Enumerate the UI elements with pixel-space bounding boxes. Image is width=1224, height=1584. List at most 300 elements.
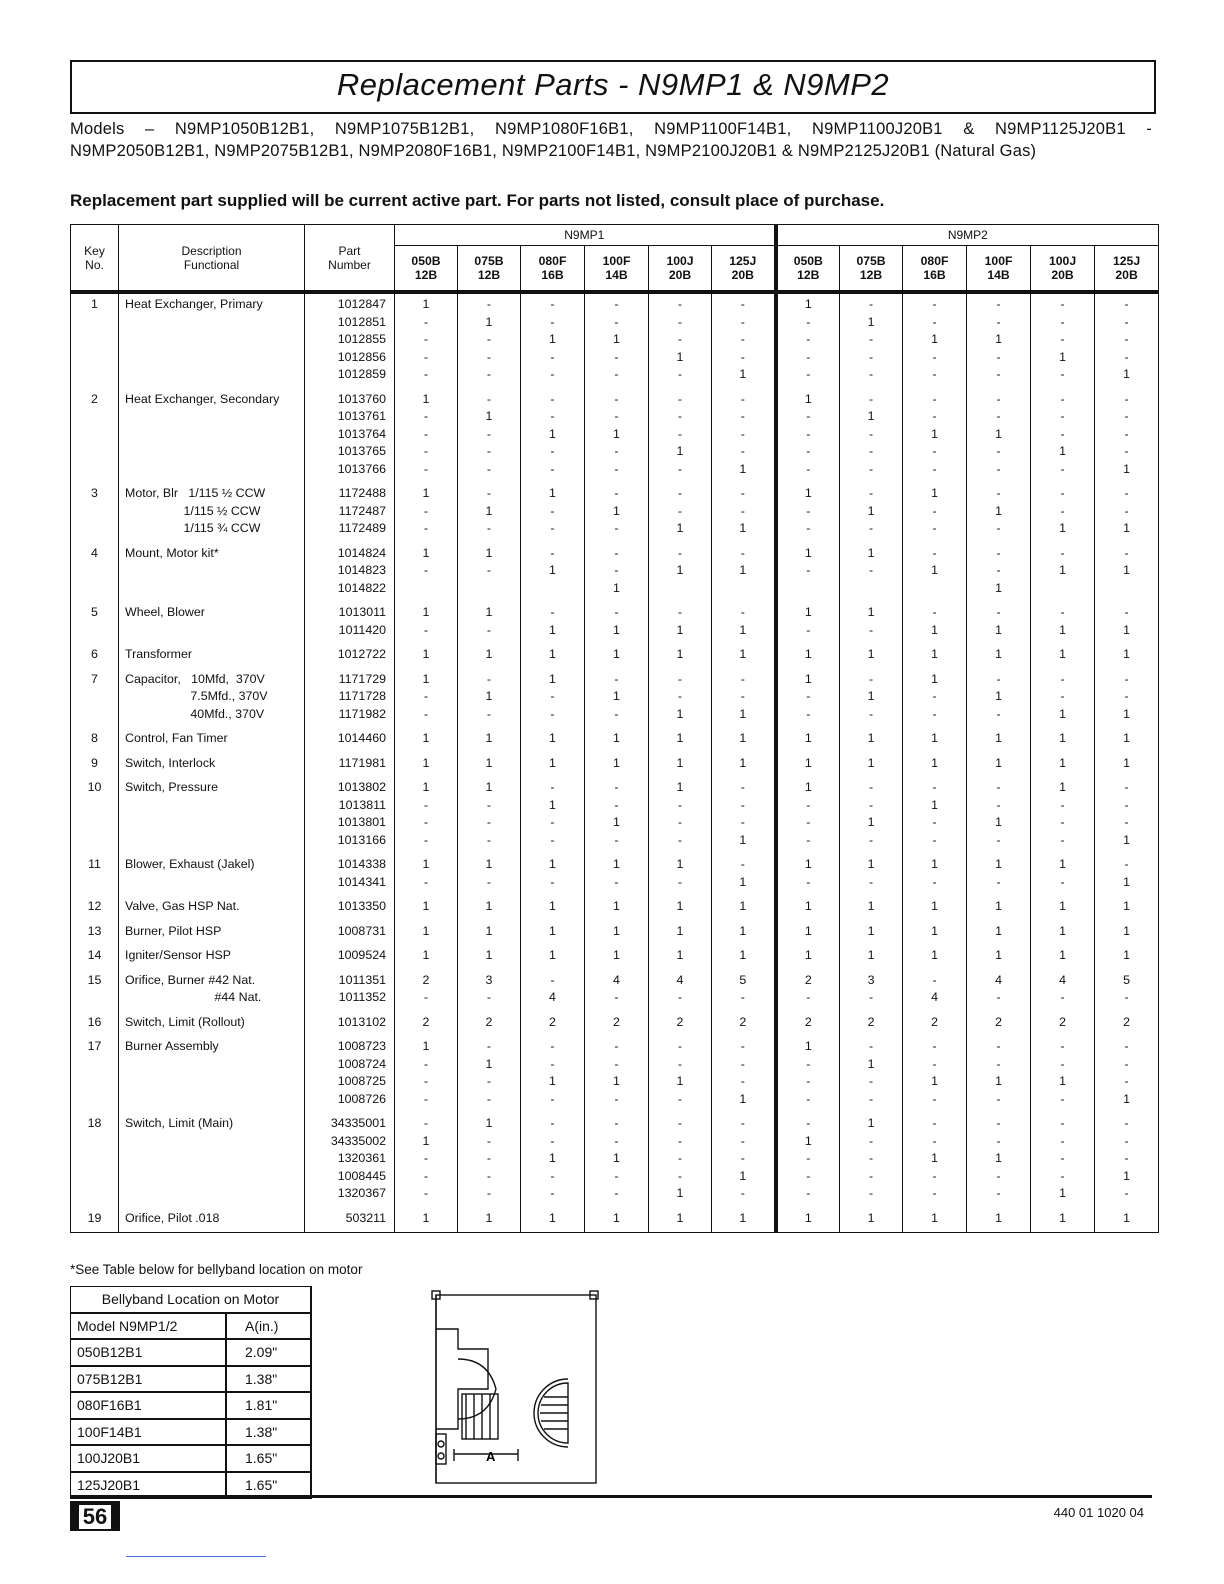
quantity-value: 1	[867, 923, 875, 938]
quantity-value: -	[868, 1151, 874, 1165]
quantity-value: -	[1124, 486, 1129, 500]
quantity-value: -	[996, 706, 1001, 721]
quantity-value: -	[486, 563, 492, 577]
quantity-cell	[649, 292, 712, 389]
quantity-value: -	[740, 990, 745, 1004]
quantity-value: -	[996, 486, 1001, 500]
quantity-cell	[967, 728, 1031, 753]
quantity-cell	[712, 728, 776, 753]
quantity-value: -	[423, 1186, 429, 1200]
quantity-value: -	[868, 461, 874, 476]
quantity-value: -	[486, 391, 492, 406]
quantity-cell	[967, 543, 1031, 603]
quantity-value: 1	[485, 314, 493, 329]
quantity-value: -	[423, 1056, 429, 1071]
quantity-cell	[1095, 1012, 1159, 1037]
part-number-cell	[305, 896, 395, 921]
description-text: Heat Exchanger, Secondary	[125, 391, 280, 406]
quantity-value	[840, 580, 902, 598]
quantity-value: -	[550, 391, 555, 406]
quantity-value: -	[996, 409, 1001, 423]
key-cell	[71, 1012, 119, 1037]
quantity-value: -	[614, 1133, 619, 1148]
quantity-value: 1	[739, 948, 747, 962]
part-number: 1172487	[338, 503, 386, 518]
quantity-value: 1	[739, 899, 747, 913]
table-row	[71, 970, 1159, 1012]
quantity-cell	[395, 945, 458, 970]
quantity-cell	[458, 970, 521, 1012]
quantity-cell	[458, 945, 521, 970]
quantity-value: 1	[485, 731, 493, 745]
quantity-value: -	[677, 1039, 683, 1053]
quantity-value: 1	[931, 899, 938, 913]
quantity-value: 1	[422, 647, 430, 661]
part-number-cell	[305, 854, 395, 896]
table-row	[71, 896, 1159, 921]
quantity-value: 1	[1123, 647, 1131, 661]
quantity-value: -	[1124, 409, 1129, 423]
quantity-value: 1	[549, 426, 556, 441]
quantity-value: -	[486, 332, 492, 346]
quantity-cell	[1031, 728, 1095, 753]
quantity-value: -	[550, 444, 555, 458]
description-text: Transformer	[125, 647, 193, 661]
quantity-value: -	[996, 1186, 1001, 1200]
bellyband-row	[71, 1392, 312, 1419]
quantity-cell	[776, 921, 840, 946]
part-number: 1013764	[337, 426, 386, 441]
part-number: 34335001	[330, 1116, 386, 1130]
quantity-value: 1	[995, 647, 1002, 661]
quantity-value: -	[550, 1186, 555, 1200]
quantity-value: -	[1124, 1056, 1129, 1071]
quantity-cell	[967, 1012, 1031, 1037]
quantity-cell	[1095, 669, 1159, 729]
quantity-cell	[776, 602, 840, 644]
description-text: Mount, Motor kit*	[125, 545, 219, 560]
quantity-cell	[585, 1036, 649, 1113]
quantity-value: 1	[422, 1039, 430, 1053]
quantity-value: -	[740, 314, 745, 329]
quantity-value: -	[550, 409, 555, 423]
quantity-cell	[458, 1208, 521, 1233]
quantity-value: 1	[549, 899, 556, 913]
quantity-cell	[903, 921, 967, 946]
quantity-value: 1	[549, 486, 556, 500]
table-row	[71, 728, 1159, 753]
quantity-value: -	[423, 1091, 429, 1106]
quantity-cell	[395, 543, 458, 603]
quantity-value: -	[677, 671, 683, 686]
part-number: 503211	[345, 1210, 386, 1225]
quantity-value: 4	[676, 972, 684, 987]
quantity-cell	[521, 945, 585, 970]
model-column-header: 125J 20B	[1095, 246, 1159, 293]
quantity-value: 1	[1059, 647, 1066, 661]
key-cell	[71, 1113, 119, 1208]
quantity-value: 1	[676, 948, 684, 962]
quantity-value: -	[806, 1151, 811, 1165]
quantity-value: 1	[1123, 521, 1131, 535]
part-number: 1013811	[338, 797, 386, 812]
key-number: 4	[91, 545, 98, 560]
description-cell	[119, 970, 305, 1012]
quantity-value: -	[996, 874, 1001, 889]
quantity-value: 1	[1123, 948, 1131, 962]
quantity-cell	[521, 389, 585, 484]
quantity-value: -	[932, 815, 937, 829]
quantity-value: -	[423, 797, 429, 812]
quantity-cell	[776, 292, 840, 389]
quantity-cell	[840, 921, 903, 946]
quantity-cell	[712, 1208, 776, 1233]
description-cell	[119, 483, 305, 543]
quantity-value: 1	[485, 647, 493, 661]
quantity-value: -	[740, 671, 745, 686]
quantity-value: -	[932, 444, 937, 458]
quantity-value: -	[740, 605, 745, 619]
quantity-value: 1	[676, 563, 684, 577]
part-number: 1012851	[337, 314, 386, 329]
quantity-value: 1	[1123, 1210, 1131, 1225]
quantity-value: -	[932, 1186, 937, 1200]
part-number: 1013761	[337, 409, 386, 423]
quantity-cell	[712, 543, 776, 603]
quantity-cell	[649, 854, 712, 896]
quantity-value: -	[806, 521, 811, 535]
quantity-value: -	[806, 563, 811, 577]
quantity-value: -	[1060, 1056, 1065, 1071]
quantity-value: 1	[1123, 923, 1131, 938]
quantity-value: -	[677, 367, 683, 381]
bellyband-model: 080F16B1	[71, 1392, 227, 1419]
quantity-cell	[1031, 644, 1095, 669]
description-text: Orifice, Pilot .018	[125, 1210, 220, 1225]
quantity-cell	[585, 292, 649, 389]
quantity-value: 1	[739, 647, 747, 661]
quantity-value: -	[550, 1091, 555, 1106]
quantity-value: -	[614, 545, 619, 560]
quantity-value: -	[423, 444, 429, 458]
part-number-cell	[305, 644, 395, 669]
quantity-cell	[712, 602, 776, 644]
quantity-value: -	[996, 297, 1001, 311]
quantity-value: 1	[867, 605, 875, 619]
quantity-value: 4	[613, 972, 620, 987]
description-cell	[119, 728, 305, 753]
description-cell	[119, 921, 305, 946]
description-cell	[119, 945, 305, 970]
model-column-header: 080F 16B	[903, 246, 967, 293]
quantity-cell	[1031, 1208, 1095, 1233]
quantity-value: 1	[1059, 1186, 1066, 1200]
quantity-cell	[1031, 292, 1095, 389]
quantity-cell	[458, 389, 521, 484]
quantity-cell	[649, 1036, 712, 1113]
quantity-value: -	[423, 503, 429, 518]
part-number-header-text: Part Number	[328, 243, 371, 272]
quantity-value: -	[614, 409, 619, 423]
quantity-value: 1	[804, 755, 812, 770]
quantity-value: -	[868, 521, 874, 535]
quantity-value: -	[486, 367, 492, 381]
quantity-value: -	[677, 1116, 683, 1130]
table-row	[71, 1208, 1159, 1233]
quantity-value: -	[996, 797, 1001, 812]
quantity-value: 1	[804, 671, 812, 686]
quantity-value: 1	[1059, 563, 1066, 577]
quantity-value: 1	[804, 1133, 812, 1148]
quantity-value: -	[868, 797, 874, 812]
quantity-value: -	[806, 367, 811, 381]
quantity-value: 1	[1059, 948, 1066, 962]
quantity-value: -	[614, 797, 619, 812]
quantity-value: -	[677, 332, 683, 346]
key-cell	[71, 292, 119, 389]
quantity-value: -	[996, 990, 1001, 1004]
quantity-value: -	[868, 444, 874, 458]
quantity-cell	[967, 1036, 1031, 1113]
quantity-value: 1	[931, 563, 938, 577]
table-row	[71, 1012, 1159, 1037]
quantity-cell	[521, 921, 585, 946]
table-row	[71, 483, 1159, 543]
quantity-value: 1	[676, 706, 684, 721]
bellyband-model: 125J20B1	[71, 1472, 227, 1499]
quantity-cell	[1031, 896, 1095, 921]
quantity-value: -	[423, 367, 429, 381]
quantity-value: 1	[485, 605, 493, 619]
part-number: 1011420	[338, 622, 386, 637]
quantity-cell	[712, 389, 776, 484]
quantity-value: 1	[613, 1151, 620, 1165]
quantity-value: 1	[931, 923, 938, 938]
quantity-value: -	[1060, 832, 1065, 847]
parts-table-wrap	[70, 224, 1159, 1233]
quantity-cell	[712, 970, 776, 1012]
quantity-cell	[903, 753, 967, 778]
quantity-cell	[649, 389, 712, 484]
quantity-value: -	[677, 815, 683, 829]
quantity-value: 1	[739, 1091, 747, 1106]
quantity-cell	[458, 1036, 521, 1113]
quantity-cell	[395, 644, 458, 669]
quantity-value: -	[614, 391, 619, 406]
quantity-value: 1	[549, 797, 556, 812]
quantity-value: 1	[867, 314, 875, 329]
quantity-value: 1	[931, 755, 938, 770]
part-number: 1013011	[338, 605, 386, 619]
part-number: 1320367	[337, 1186, 386, 1200]
quantity-value: -	[550, 832, 555, 847]
quantity-cell	[395, 1012, 458, 1037]
quantity-value: -	[806, 1116, 811, 1130]
quantity-value: -	[932, 972, 937, 987]
quantity-value: 1	[1059, 857, 1066, 871]
quantity-value: -	[996, 349, 1001, 364]
quantity-value: 1	[1123, 1168, 1131, 1183]
quantity-cell	[585, 602, 649, 644]
quantity-value: -	[550, 349, 555, 364]
quantity-value: -	[1124, 391, 1129, 406]
quantity-value: -	[550, 367, 555, 381]
quantity-value: -	[1124, 1133, 1129, 1148]
quantity-value: 1	[549, 622, 556, 637]
quantity-value: 1	[1123, 622, 1131, 637]
quantity-value: 1	[613, 332, 620, 346]
quantity-value: -	[614, 874, 619, 889]
quantity-value: -	[486, 349, 492, 364]
quantity-value: -	[868, 1186, 874, 1200]
quantity-value: -	[614, 1039, 619, 1053]
quantity-value: -	[486, 832, 492, 847]
quantity-cell	[712, 292, 776, 389]
quantity-value: -	[740, 391, 745, 406]
bellyband-model: 050B12B1	[71, 1339, 227, 1366]
model-column-header: 050B 12B	[395, 246, 458, 293]
key-cell	[71, 777, 119, 854]
quantity-value: 1	[995, 857, 1002, 871]
quantity-value: -	[932, 689, 937, 703]
quantity-value: -	[868, 332, 874, 346]
quantity-value: -	[1060, 1133, 1065, 1148]
quantity-value: -	[868, 367, 874, 381]
key-cell	[71, 970, 119, 1012]
part-number: 34335002	[330, 1133, 386, 1148]
quantity-value: 1	[676, 731, 684, 745]
quantity-value: 1	[1123, 367, 1131, 381]
quantity-value: -	[423, 815, 429, 829]
quantity-cell	[458, 896, 521, 921]
quantity-value: 1	[549, 923, 556, 938]
quantity-cell	[776, 1036, 840, 1113]
blue-line	[126, 1556, 266, 1557]
quantity-value: 1	[1123, 899, 1131, 913]
quantity-value: 1	[676, 647, 684, 661]
quantity-value: -	[740, 1151, 745, 1165]
quantity-value: 1	[676, 622, 684, 637]
quantity-cell	[521, 644, 585, 669]
quantity-value: 1	[613, 899, 620, 913]
quantity-cell	[712, 777, 776, 854]
quantity-value: 1	[931, 332, 938, 346]
quantity-value: -	[806, 1056, 811, 1071]
quantity-cell	[776, 896, 840, 921]
quantity-cell	[1095, 1036, 1159, 1113]
quantity-cell	[585, 1208, 649, 1233]
quantity-value: -	[677, 874, 683, 889]
quantity-value: -	[550, 314, 555, 329]
quantity-cell	[903, 483, 967, 543]
quantity-cell	[840, 1012, 903, 1037]
quantity-cell	[649, 777, 712, 854]
part-number-cell	[305, 728, 395, 753]
quantity-value: -	[806, 314, 811, 329]
quantity-value: 1	[1059, 1210, 1066, 1225]
quantity-value: -	[677, 426, 683, 441]
quantity-cell	[521, 543, 585, 603]
quantity-value: 1	[995, 755, 1002, 770]
part-number: 1011351	[338, 972, 386, 987]
quantity-value: -	[996, 461, 1001, 476]
key-cell	[71, 389, 119, 484]
quantity-value: 1	[995, 815, 1002, 829]
part-number: 1014823	[337, 563, 386, 577]
description-cell	[119, 644, 305, 669]
quantity-cell	[649, 483, 712, 543]
quantity-cell	[776, 669, 840, 729]
quantity-value: 2	[676, 1014, 684, 1029]
quantity-cell	[903, 854, 967, 896]
quantity-value: -	[806, 622, 811, 637]
quantity-value: 1	[613, 857, 620, 871]
quantity-value: -	[614, 1168, 619, 1183]
quantity-value: -	[614, 521, 619, 535]
quantity-cell	[458, 483, 521, 543]
part-number: 1008725	[337, 1074, 386, 1088]
bellyband-model: 100F14B1	[71, 1419, 227, 1446]
quantity-value: -	[1124, 1039, 1129, 1053]
quantity-cell	[967, 854, 1031, 896]
part-number: 1012859	[337, 367, 386, 381]
quantity-value: 2	[613, 1014, 620, 1029]
description-text: 7.5Mfd., 370V	[125, 689, 268, 703]
quantity-value: 1	[422, 731, 430, 745]
quantity-value: -	[550, 689, 555, 703]
table-row	[71, 292, 1159, 389]
quantity-cell	[903, 1012, 967, 1037]
quantity-value: 1	[422, 1133, 430, 1148]
quantity-value: -	[1124, 857, 1129, 871]
quantity-value: 2	[804, 1014, 812, 1029]
quantity-cell	[649, 1113, 712, 1208]
quantity-value: -	[806, 990, 811, 1004]
quantity-value: 1	[1059, 899, 1066, 913]
quantity-value: 3	[485, 972, 493, 987]
quantity-cell	[1095, 1208, 1159, 1233]
quantity-value	[649, 580, 711, 598]
model-column-header: 075B 12B	[840, 246, 903, 293]
bellyband-a-value: 1.65"	[226, 1472, 311, 1499]
quantity-value: -	[868, 780, 874, 794]
quantity-cell	[776, 945, 840, 970]
part-number: 1172489	[338, 521, 386, 535]
quantity-cell	[395, 753, 458, 778]
quantity-value: 1	[485, 1056, 493, 1071]
quantity-value: -	[486, 426, 492, 441]
quantity-value: -	[486, 1039, 492, 1053]
quantity-value: 1	[549, 948, 556, 962]
quantity-value: 1	[676, 1186, 684, 1200]
quantity-value: -	[486, 797, 492, 812]
quantity-value: 2	[739, 1014, 747, 1029]
description-text: Valve, Gas HSP Nat.	[125, 899, 240, 913]
document-number: 440 01 1020 04	[1053, 1505, 1144, 1520]
quantity-cell	[458, 921, 521, 946]
quantity-value: -	[550, 1116, 555, 1130]
quantity-cell	[776, 389, 840, 484]
quantity-value: -	[614, 605, 619, 619]
part-number-cell	[305, 945, 395, 970]
quantity-value: 1	[739, 706, 747, 721]
quantity-value: 1	[549, 671, 556, 686]
quantity-value: -	[423, 1074, 429, 1088]
quantity-value: -	[1060, 409, 1065, 423]
quantity-value: -	[677, 1056, 683, 1071]
part-number-header	[305, 225, 395, 293]
description-cell	[119, 753, 305, 778]
